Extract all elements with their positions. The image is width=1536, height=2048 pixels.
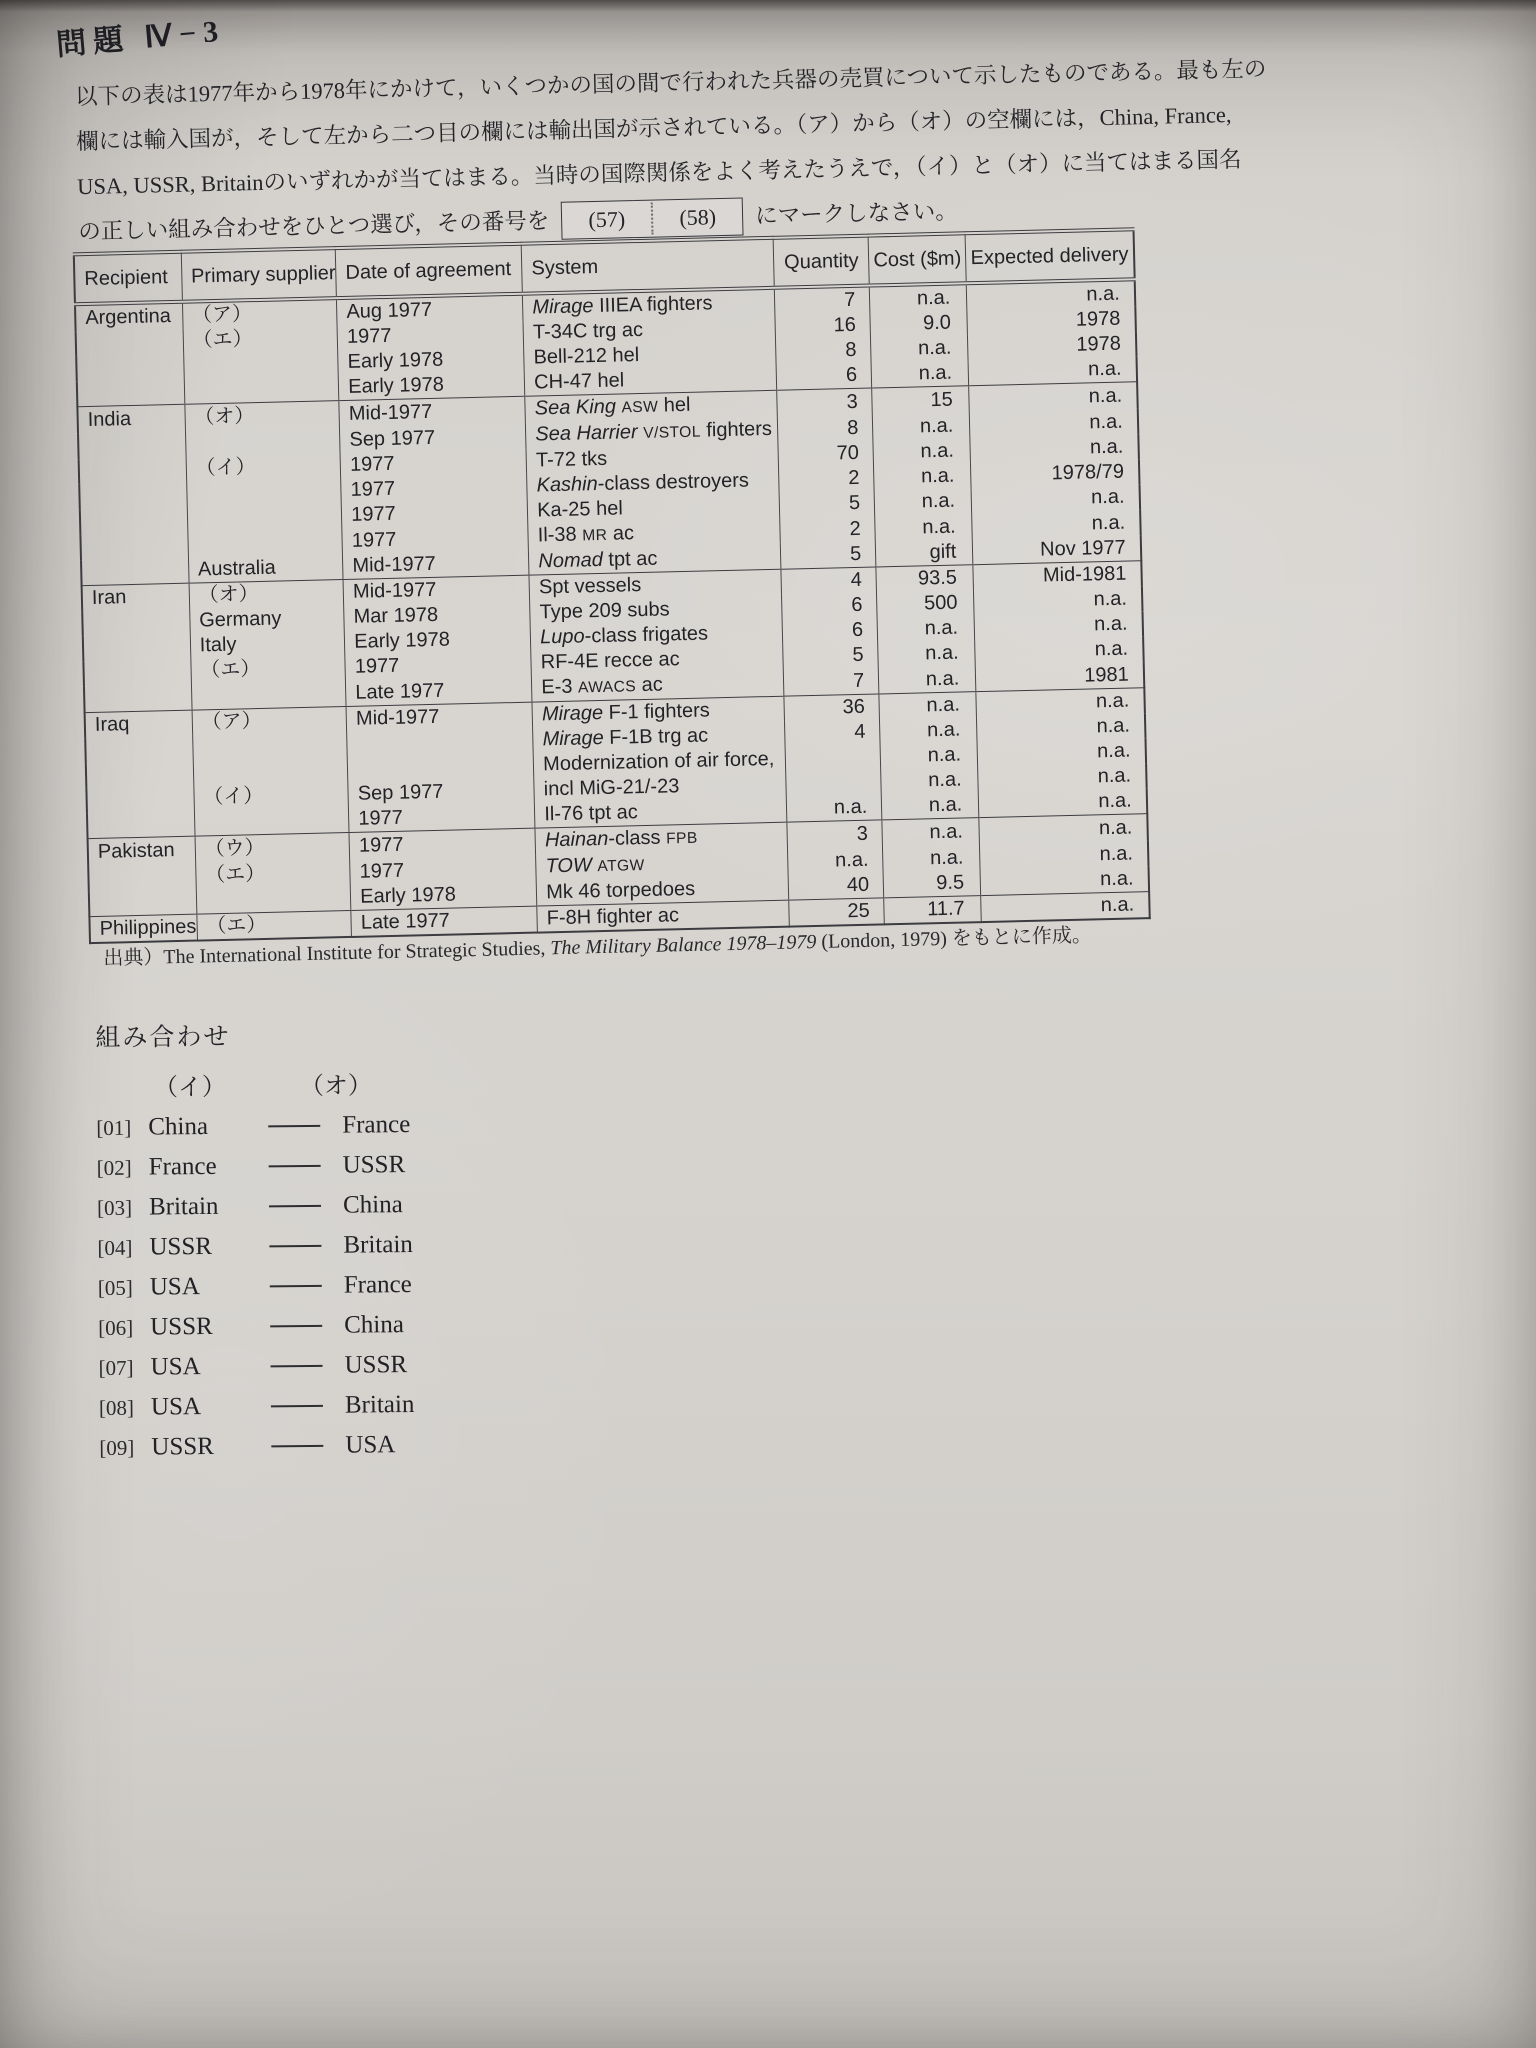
text-segment: E-3 — [541, 675, 579, 699]
text-segment: AWACS — [577, 678, 637, 697]
column-header: System — [521, 238, 774, 294]
date-cell: Early 1978 — [338, 371, 525, 401]
quantity-cell: 4 — [785, 719, 881, 746]
quantity-cell: 2 — [779, 466, 875, 493]
combination-column-headers — [96, 1059, 412, 1108]
delivery-cell: n.a. — [974, 611, 1143, 640]
answer-slot-57: (57) — [588, 206, 626, 233]
delivery-cell: n.a. — [966, 279, 1135, 310]
quantity-cell: 4 — [781, 567, 877, 595]
item-number: [04] — [97, 1235, 133, 1260]
column-header: Recipient — [74, 252, 182, 305]
delivery-cell: n.a. — [975, 636, 1144, 665]
country-a: USA — [150, 1353, 201, 1381]
cost-cell: n.a. — [871, 335, 969, 362]
text-segment: FPB — [665, 829, 698, 848]
answer-slot-58: (58) — [679, 204, 717, 231]
delivery-cell: n.a. — [980, 866, 1149, 895]
cost-cell: n.a. — [873, 438, 971, 465]
cost-cell: 15 — [872, 386, 970, 415]
delivery-cell: n.a. — [969, 408, 1138, 438]
intro-line4-after: にマークしなさい。 — [754, 198, 958, 229]
pair-dash — [247, 1165, 343, 1168]
combination-item — [98, 1305, 414, 1348]
column-header: Date of agreement — [335, 244, 522, 298]
supplier-cell: （エ） — [197, 910, 352, 940]
text-segment: Type 209 subs — [539, 598, 670, 624]
combination-item — [99, 1425, 415, 1468]
quantity-cell: 7 — [783, 667, 879, 696]
country-b: Britain — [344, 1390, 415, 1419]
combination-col-header-i: （イ） — [153, 1074, 227, 1102]
column-header: Expected delivery — [965, 229, 1134, 283]
cost-cell: n.a. — [875, 513, 973, 541]
cost-cell: 11.7 — [884, 896, 982, 925]
text-segment: F-1B trg ac — [603, 724, 709, 749]
delivery-cell: n.a. — [977, 738, 1146, 767]
text-segment: Mirage — [542, 726, 604, 751]
cost-cell: n.a. — [873, 412, 971, 440]
cost-cell: n.a. — [882, 818, 980, 847]
text-segment: (London, 1979) をもとに作成。 — [816, 924, 1093, 953]
item-number: [05] — [97, 1275, 133, 1300]
date-cell: Sep 1977 — [348, 778, 535, 807]
cost-cell: n.a. — [878, 665, 976, 694]
date-cell: Early 1978 — [338, 346, 525, 375]
text-segment: Mirage — [532, 295, 594, 319]
delivery-cell: 1978/79 — [971, 459, 1140, 488]
delivery-cell: Mid-1981 — [973, 561, 1142, 590]
text-segment: tpt ac — [602, 547, 658, 571]
date-cell: Late 1977 — [346, 676, 533, 707]
country-a: USSR — [149, 1232, 213, 1261]
combination-item — [97, 1225, 413, 1268]
item-number: [01] — [96, 1115, 132, 1140]
combination-item — [96, 1105, 412, 1148]
date-cell: Early 1978 — [350, 881, 537, 911]
cost-cell: n.a. — [881, 767, 979, 794]
date-cell: Aug 1977 — [337, 294, 524, 325]
delivery-cell: n.a. — [971, 484, 1140, 513]
quantity-cell: 5 — [779, 491, 875, 518]
text-segment: Sea Harrier — [535, 421, 638, 446]
date-cell: 1977 — [341, 499, 528, 528]
cost-cell: 500 — [877, 590, 975, 617]
date-cell: 1977 — [349, 828, 536, 859]
country-b: France — [343, 1271, 412, 1299]
column-header: Primary supplier — [181, 248, 337, 302]
item-number: [02] — [96, 1155, 132, 1180]
country-b: USSR — [342, 1151, 406, 1179]
text-segment: TOW — [545, 854, 593, 878]
pair-dash — [248, 1285, 344, 1288]
recipient-cell: India — [77, 404, 185, 433]
text-segment: T-34C trg ac — [532, 318, 644, 344]
date-cell: 1977 — [337, 321, 524, 350]
text-segment: Hainan — [544, 827, 609, 852]
combination-item — [98, 1345, 414, 1388]
date-cell: Mar 1978 — [344, 601, 531, 630]
date-cell: Sep 1977 — [340, 423, 527, 453]
quantity-cell: 70 — [778, 441, 874, 468]
quantity-cell: 6 — [782, 617, 878, 644]
pair-dash — [247, 1245, 343, 1248]
delivery-cell: n.a. — [978, 763, 1147, 792]
quantity-cell: 40 — [788, 872, 884, 900]
cost-cell: n.a. — [874, 488, 972, 515]
date-cell: Mid-1977 — [346, 702, 533, 732]
recipient-cell: Pakistan — [88, 836, 196, 865]
delivery-cell: n.a. — [980, 840, 1149, 870]
text-segment: Sea King — [534, 395, 617, 420]
text-segment: ATGW — [597, 857, 645, 876]
text-segment: -class destroyers — [597, 469, 750, 496]
delivery-cell: n.a. — [979, 814, 1148, 844]
text-segment: IIIEA fighters — [593, 292, 713, 318]
pair-dash — [249, 1365, 345, 1368]
quantity-cell: 25 — [789, 898, 885, 927]
delivery-cell: Nov 1977 — [972, 535, 1141, 564]
recipient-cell: Philippines — [89, 914, 197, 943]
text-segment: ac — [635, 673, 663, 697]
recipient-cell: Iran — [82, 583, 190, 611]
column-header: Quantity — [773, 236, 869, 288]
country-b: China — [344, 1311, 405, 1339]
cost-cell: n.a. — [869, 283, 967, 312]
text-segment: T-72 tks — [535, 447, 608, 472]
combination-col-header-o: （オ） — [299, 1073, 373, 1101]
country-b: USSR — [344, 1351, 408, 1379]
column-header: Cost ($m) — [868, 233, 966, 285]
country-b: China — [342, 1191, 403, 1219]
text-segment: 出典）The International Institute for Strategic Studies, — [103, 937, 551, 970]
item-number: [03] — [96, 1195, 133, 1220]
item-number: [08] — [98, 1395, 135, 1420]
text-segment: Mirage — [541, 701, 604, 726]
country-b: Britain — [343, 1231, 413, 1259]
country-b: USA — [345, 1431, 396, 1459]
text-segment: Mk 46 torpedoes — [545, 877, 696, 904]
supplier-cell: （オ） — [185, 401, 340, 431]
date-cell: Mid-1977 — [343, 575, 530, 605]
country-a: USA — [150, 1393, 202, 1421]
delivery-cell: n.a. — [981, 892, 1150, 922]
date-cell: Mid-1977 — [339, 396, 526, 427]
cost-cell: n.a. — [879, 692, 977, 720]
pair-dash — [248, 1325, 344, 1328]
text-segment: -class — [608, 826, 667, 850]
text-segment: -class frigates — [584, 622, 709, 648]
text-segment: fighters — [700, 417, 773, 442]
date-cell: 1977 — [342, 524, 529, 554]
delivery-cell: n.a. — [978, 788, 1147, 817]
country-a: Britain — [148, 1192, 219, 1221]
combination-item — [98, 1265, 414, 1308]
text-segment: CH-47 hel — [533, 369, 625, 394]
quantity-cell: 7 — [774, 286, 870, 315]
supplier-cell: （エ） — [183, 325, 338, 354]
text-segment: MR — [582, 526, 608, 545]
delivery-cell: 1978 — [968, 331, 1137, 360]
quantity-cell: 6 — [782, 592, 878, 619]
date-cell: Mid-1977 — [343, 550, 530, 580]
cost-cell: gift — [876, 539, 974, 567]
problem-label: 問題 Ⅳ−3 — [54, 14, 227, 63]
combinations-section — [95, 1015, 415, 1468]
cost-cell: n.a. — [871, 360, 969, 388]
delivery-cell: n.a. — [968, 356, 1137, 385]
intro-line: 以下の表は1977年から1978年にかけて，いくつかの国の間で行われた兵器の売買について示したものである。最も左の — [74, 56, 1267, 110]
intro-line4-before: の正しい組み合わせをひとつ選び，その番号を — [77, 208, 550, 245]
cost-cell: 9.5 — [883, 870, 981, 898]
text-segment: Bell-212 hel — [533, 344, 640, 369]
date-cell: 1977 — [345, 651, 532, 680]
cost-cell: n.a. — [881, 792, 979, 820]
text-segment: Il-38 — [537, 523, 583, 547]
country-a: USSR — [150, 1312, 213, 1341]
date-cell: 1977 — [340, 449, 527, 478]
cost-cell: n.a. — [883, 844, 981, 872]
supplier-cell: （イ） — [186, 453, 341, 482]
text-segment: RF-4E recce ac — [540, 648, 680, 674]
item-number: [09] — [99, 1435, 135, 1460]
delivery-cell: n.a. — [970, 434, 1139, 463]
quantity-cell: 6 — [776, 363, 872, 391]
delivery-cell: n.a. — [974, 586, 1143, 615]
quantity-cell: 3 — [787, 820, 883, 849]
combination-list — [96, 1105, 415, 1468]
text-segment: F-8H fighter ac — [546, 904, 680, 930]
text-segment: Lupo — [539, 625, 585, 649]
pair-dash — [246, 1125, 342, 1128]
date-cell: 1977 — [349, 803, 536, 833]
delivery-cell: 1981 — [975, 661, 1144, 691]
pair-dash — [249, 1405, 345, 1408]
delivery-cell: n.a. — [969, 382, 1138, 412]
text-segment: V/STOL — [643, 423, 701, 442]
country-a: USA — [149, 1273, 200, 1301]
text-segment: ac — [607, 522, 635, 545]
recipient-cell: Argentina — [85, 305, 172, 330]
intro-line: 欄には輸入国が，そして左から二つ目の欄には輸出国が示されている。（ア）から（オ）の空欄には，China, France, — [75, 101, 1232, 155]
recipient-cell: Iraq — [85, 710, 193, 738]
combination-item — [97, 1185, 413, 1228]
date-cell: Early 1978 — [344, 626, 531, 655]
text-segment: The Military Balance 1978–1979 — [550, 930, 817, 960]
combination-item — [99, 1385, 415, 1428]
cost-cell: 93.5 — [876, 565, 974, 593]
supplier-cell: （イ） — [194, 782, 349, 811]
date-cell: 1977 — [341, 474, 528, 503]
item-number: [07] — [98, 1355, 134, 1380]
delivery-cell: n.a. — [977, 713, 1146, 742]
text-segment: hel — [657, 393, 691, 417]
text-segment: incl MiG-21/-23 — [543, 775, 680, 801]
text-segment: Modernization of air force, — [542, 747, 775, 776]
supplier-cell: Australia — [188, 554, 343, 583]
cost-cell: n.a. — [880, 742, 978, 769]
text-segment: Ka-25 hel — [536, 497, 624, 522]
text-segment: Kashin — [536, 473, 598, 497]
date-cell: Late 1977 — [351, 906, 538, 937]
supplier-cell: （オ） — [189, 580, 344, 609]
text-segment: F-1 fighters — [602, 699, 711, 724]
item-number: [06] — [98, 1315, 134, 1340]
cost-cell: n.a. — [878, 640, 976, 667]
quantity-cell: 2 — [780, 515, 876, 543]
text-segment: Nomad — [538, 548, 604, 573]
supplier-cell: （エ） — [195, 859, 350, 889]
quantity-cell: 36 — [784, 694, 880, 722]
supplier-cell: （ア） — [192, 707, 347, 736]
supplier-cell: （エ） — [191, 655, 346, 684]
cost-cell: n.a. — [877, 615, 975, 642]
quantity-cell: 5 — [783, 642, 879, 669]
quantity-cell: 3 — [777, 388, 873, 417]
country-b: France — [342, 1111, 411, 1139]
pair-dash — [247, 1205, 343, 1208]
quantity-cell: n.a. — [788, 846, 884, 874]
quantity-cell: 16 — [775, 313, 871, 340]
combinations-label: 組み合わせ — [95, 1023, 231, 1053]
date-cell: 1977 — [350, 855, 537, 885]
text-segment: ASW — [621, 398, 659, 417]
country-a: USSR — [151, 1432, 215, 1461]
cost-cell: 9.0 — [870, 310, 968, 337]
delivery-cell: 1978 — [967, 306, 1136, 335]
country-a: France — [148, 1152, 217, 1181]
text-segment: Il-76 tpt ac — [544, 801, 638, 826]
supplier-cell: （ア） — [182, 298, 337, 329]
cost-cell: n.a. — [874, 463, 972, 490]
text-segment: Spt vessels — [538, 574, 642, 599]
quantity-cell: 8 — [776, 338, 872, 365]
cost-cell: n.a. — [880, 717, 978, 744]
country-a: China — [148, 1112, 209, 1141]
supplier-cell: Italy — [190, 630, 345, 659]
quantity-cell: n.a. — [786, 794, 882, 822]
combination-item — [96, 1145, 412, 1188]
quantity-cell: 8 — [778, 415, 874, 443]
supplier-cell: Germany — [189, 605, 344, 634]
delivery-cell: n.a. — [972, 509, 1141, 539]
quantity-cell: 5 — [781, 541, 877, 569]
supplier-cell: （ウ） — [195, 832, 350, 862]
intro-line: USA, USSR, Britainのいずれかが当てはまる。当時の国際関係をよく考えたうえで，（イ）と（オ）に当てはまる国名 — [76, 146, 1242, 200]
delivery-cell: n.a. — [976, 688, 1145, 717]
pair-dash — [249, 1445, 345, 1448]
